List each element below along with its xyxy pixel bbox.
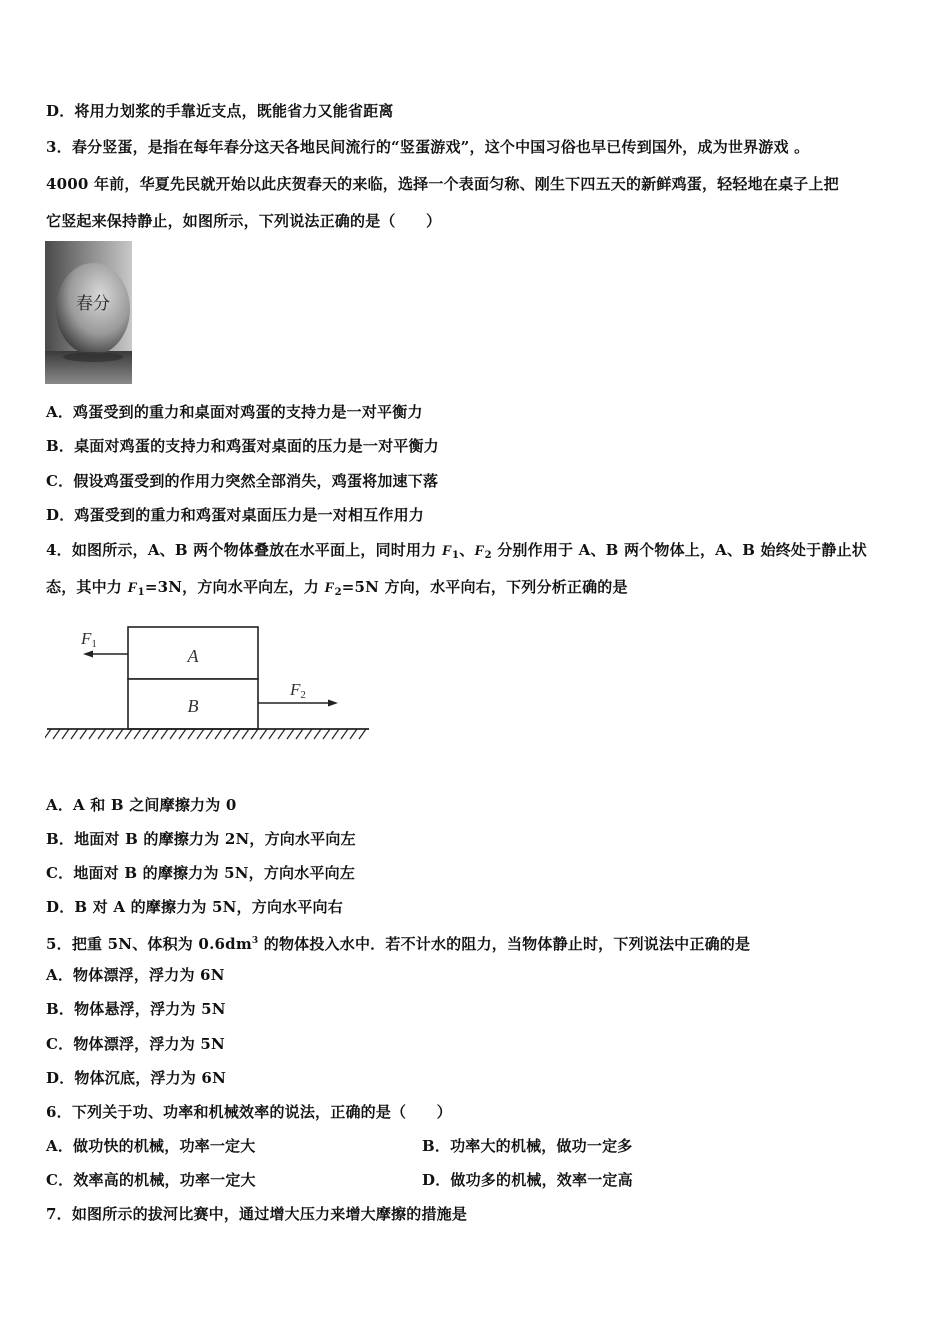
q5-stem-text-b: 的物体投入水中．若不计水的阻力，当物体静止时，下列说法中正确的是: [258, 935, 751, 953]
q4-option-a: A．A 和 B 之间摩擦力为 0: [46, 796, 237, 814]
hatch-mark: [359, 729, 366, 739]
q6-option-b: B．功率大的机械，做功一定多: [422, 1137, 633, 1155]
q6-option-c: C．效率高的机械，功率一定大: [46, 1171, 256, 1189]
hatch-mark: [323, 729, 330, 739]
hatch-mark: [197, 729, 204, 739]
hatch-mark: [278, 729, 285, 739]
label-b: B: [187, 696, 199, 716]
hatch-mark: [242, 729, 249, 739]
q4-stem2-text-c: =5N 方向，水平向右，下列分析正确的是: [341, 578, 628, 596]
q3-option-c: C．假设鸡蛋受到的作用力突然全部消失，鸡蛋将加速下落: [46, 472, 439, 490]
label-f1: [80, 629, 97, 650]
hatch-mark: [80, 729, 87, 739]
q3-stem-line2: 4000 年前，华夏先民就开始以此庆贺春天的来临，选择一个表面匀称、刚生下四五天的新鲜鸡蛋，轻轻地在桌子上把: [46, 175, 839, 193]
q3-stem-line3: 它竖起来保持静止，如图所示，下列说法正确的是（ ）: [46, 212, 442, 230]
q5-stem-sup: 3: [251, 936, 259, 946]
q3-option-d: D．鸡蛋受到的重力和鸡蛋对桌面压力是一对相互作用力: [46, 506, 425, 524]
q4-stem2-text-a: 态，其中力: [46, 578, 128, 596]
q4-stem2-text-b: =3N，方向水平向左，力: [144, 578, 325, 596]
q4-option-b: B．地面对 B 的摩擦力为 2N，方向水平向左: [46, 830, 356, 848]
hatch-mark: [314, 729, 321, 739]
q4-stem-text-b: 分别作用于 A、B 两个物体上，A、B 始终处于静止状: [491, 541, 867, 559]
force-diagram: [45, 618, 375, 748]
label-f1-main: F: [81, 629, 92, 648]
hatch-mark: [260, 729, 267, 739]
hatch-mark: [215, 729, 222, 739]
q6-option-d: D．做功多的机械，效率一定高: [422, 1171, 633, 1189]
q4-option-d: D．B 对 A 的摩擦力为 5N，方向水平向右: [46, 898, 343, 916]
hatch-mark: [251, 729, 258, 739]
q6-option-a: A．做功快的机械，功率一定大: [46, 1137, 256, 1155]
egg-photo: [45, 241, 132, 384]
q4-stem-line1: [46, 540, 867, 566]
hatch-mark: [233, 729, 240, 739]
q4-stem-text-a: 4．如图所示，A、B 两个物体叠放在水平面上，同时用力: [46, 541, 442, 559]
label-f1-sub: 1: [91, 638, 97, 650]
hatch-mark: [125, 729, 132, 739]
label-a: A: [187, 646, 199, 666]
q4-option-c: C．地面对 B 的摩擦力为 5N，方向水平向左: [46, 864, 356, 882]
q6-row2: [46, 1170, 633, 1190]
q5-stem-text-a: 5．把重 5N、体积为 0.6dm: [46, 935, 252, 953]
hatch-mark: [71, 729, 78, 739]
hatch-mark: [350, 729, 357, 739]
hatch-mark: [305, 729, 312, 739]
hatch-mark: [143, 729, 150, 739]
q7-stem: 7．如图所示的拔河比赛中，通过增大压力来增大摩擦的措施是: [46, 1205, 468, 1223]
q3-stem-line1: 3．春分竖蛋，是指在每年春分这天各地民间流行的“竖蛋游戏”，这个中国习俗也早已传到国外，成为世界游戏 。: [46, 138, 810, 156]
hatch-mark: [161, 729, 168, 739]
q5-option-b: B．物体悬浮，浮力为 5N: [46, 1000, 226, 1018]
q4-f2-symbol-2: F: [324, 580, 335, 596]
hatch-mark: [62, 729, 69, 739]
hatch-mark: [287, 729, 294, 739]
hatch-mark: [116, 729, 123, 739]
f1-arrow-head: [83, 651, 93, 658]
hatch-mark: [89, 729, 96, 739]
hatch-mark: [224, 729, 231, 739]
hatch-mark: [179, 729, 186, 739]
q6-stem: 6．下列关于功、功率和机械效率的说法，正确的是（ ）: [46, 1103, 452, 1121]
q4-stem-line2: [46, 577, 628, 603]
q5-option-d: D．物体沉底，浮力为 6N: [46, 1069, 226, 1087]
q2-option-d: D．将用力划浆的手靠近支点，既能省力又能省距离: [46, 102, 394, 120]
label-f2-main: F: [290, 680, 301, 699]
q4-f1-symbol-2: F: [127, 580, 138, 596]
hatch-mark: [296, 729, 303, 739]
q4-f1-symbol: F: [441, 543, 453, 559]
q5-option-c: C．物体漂浮，浮力为 5N: [46, 1035, 225, 1053]
hatch-mark: [53, 729, 60, 739]
q3-option-a: A．鸡蛋受到的重力和桌面对鸡蛋的支持力是一对平衡力: [46, 403, 423, 421]
q5-option-a: A．物体漂浮，浮力为 6N: [46, 966, 225, 984]
label-f2-sub: 2: [300, 689, 306, 701]
q4-f2-subscript-2: 2: [334, 587, 342, 598]
egg-text: 春分: [76, 294, 110, 314]
hatch-mark: [206, 729, 213, 739]
q6-row1: [46, 1136, 633, 1156]
hatch-mark: [98, 729, 105, 739]
f2-arrow-head: [328, 700, 338, 707]
hatch-mark: [170, 729, 177, 739]
ground-hatching: [45, 729, 366, 739]
hatch-mark: [45, 729, 51, 739]
hatch-mark: [134, 729, 141, 739]
q4-f2-subscript: 2: [484, 550, 492, 561]
hatch-mark: [188, 729, 195, 739]
label-f2: [289, 680, 306, 701]
hatch-mark: [332, 729, 339, 739]
q4-f1-subscript-2: 1: [137, 587, 145, 598]
hatch-mark: [107, 729, 114, 739]
hatch-mark: [269, 729, 276, 739]
q3-option-b: B．桌面对鸡蛋的支持力和鸡蛋对桌面的压力是一对平衡力: [46, 437, 439, 455]
q5-stem: [46, 931, 750, 954]
q4-f2-symbol: F: [474, 543, 485, 559]
q4-f1-subscript: 1: [452, 550, 460, 561]
hatch-mark: [152, 729, 159, 739]
hatch-mark: [341, 729, 348, 739]
q4-separator: 、: [459, 541, 475, 559]
